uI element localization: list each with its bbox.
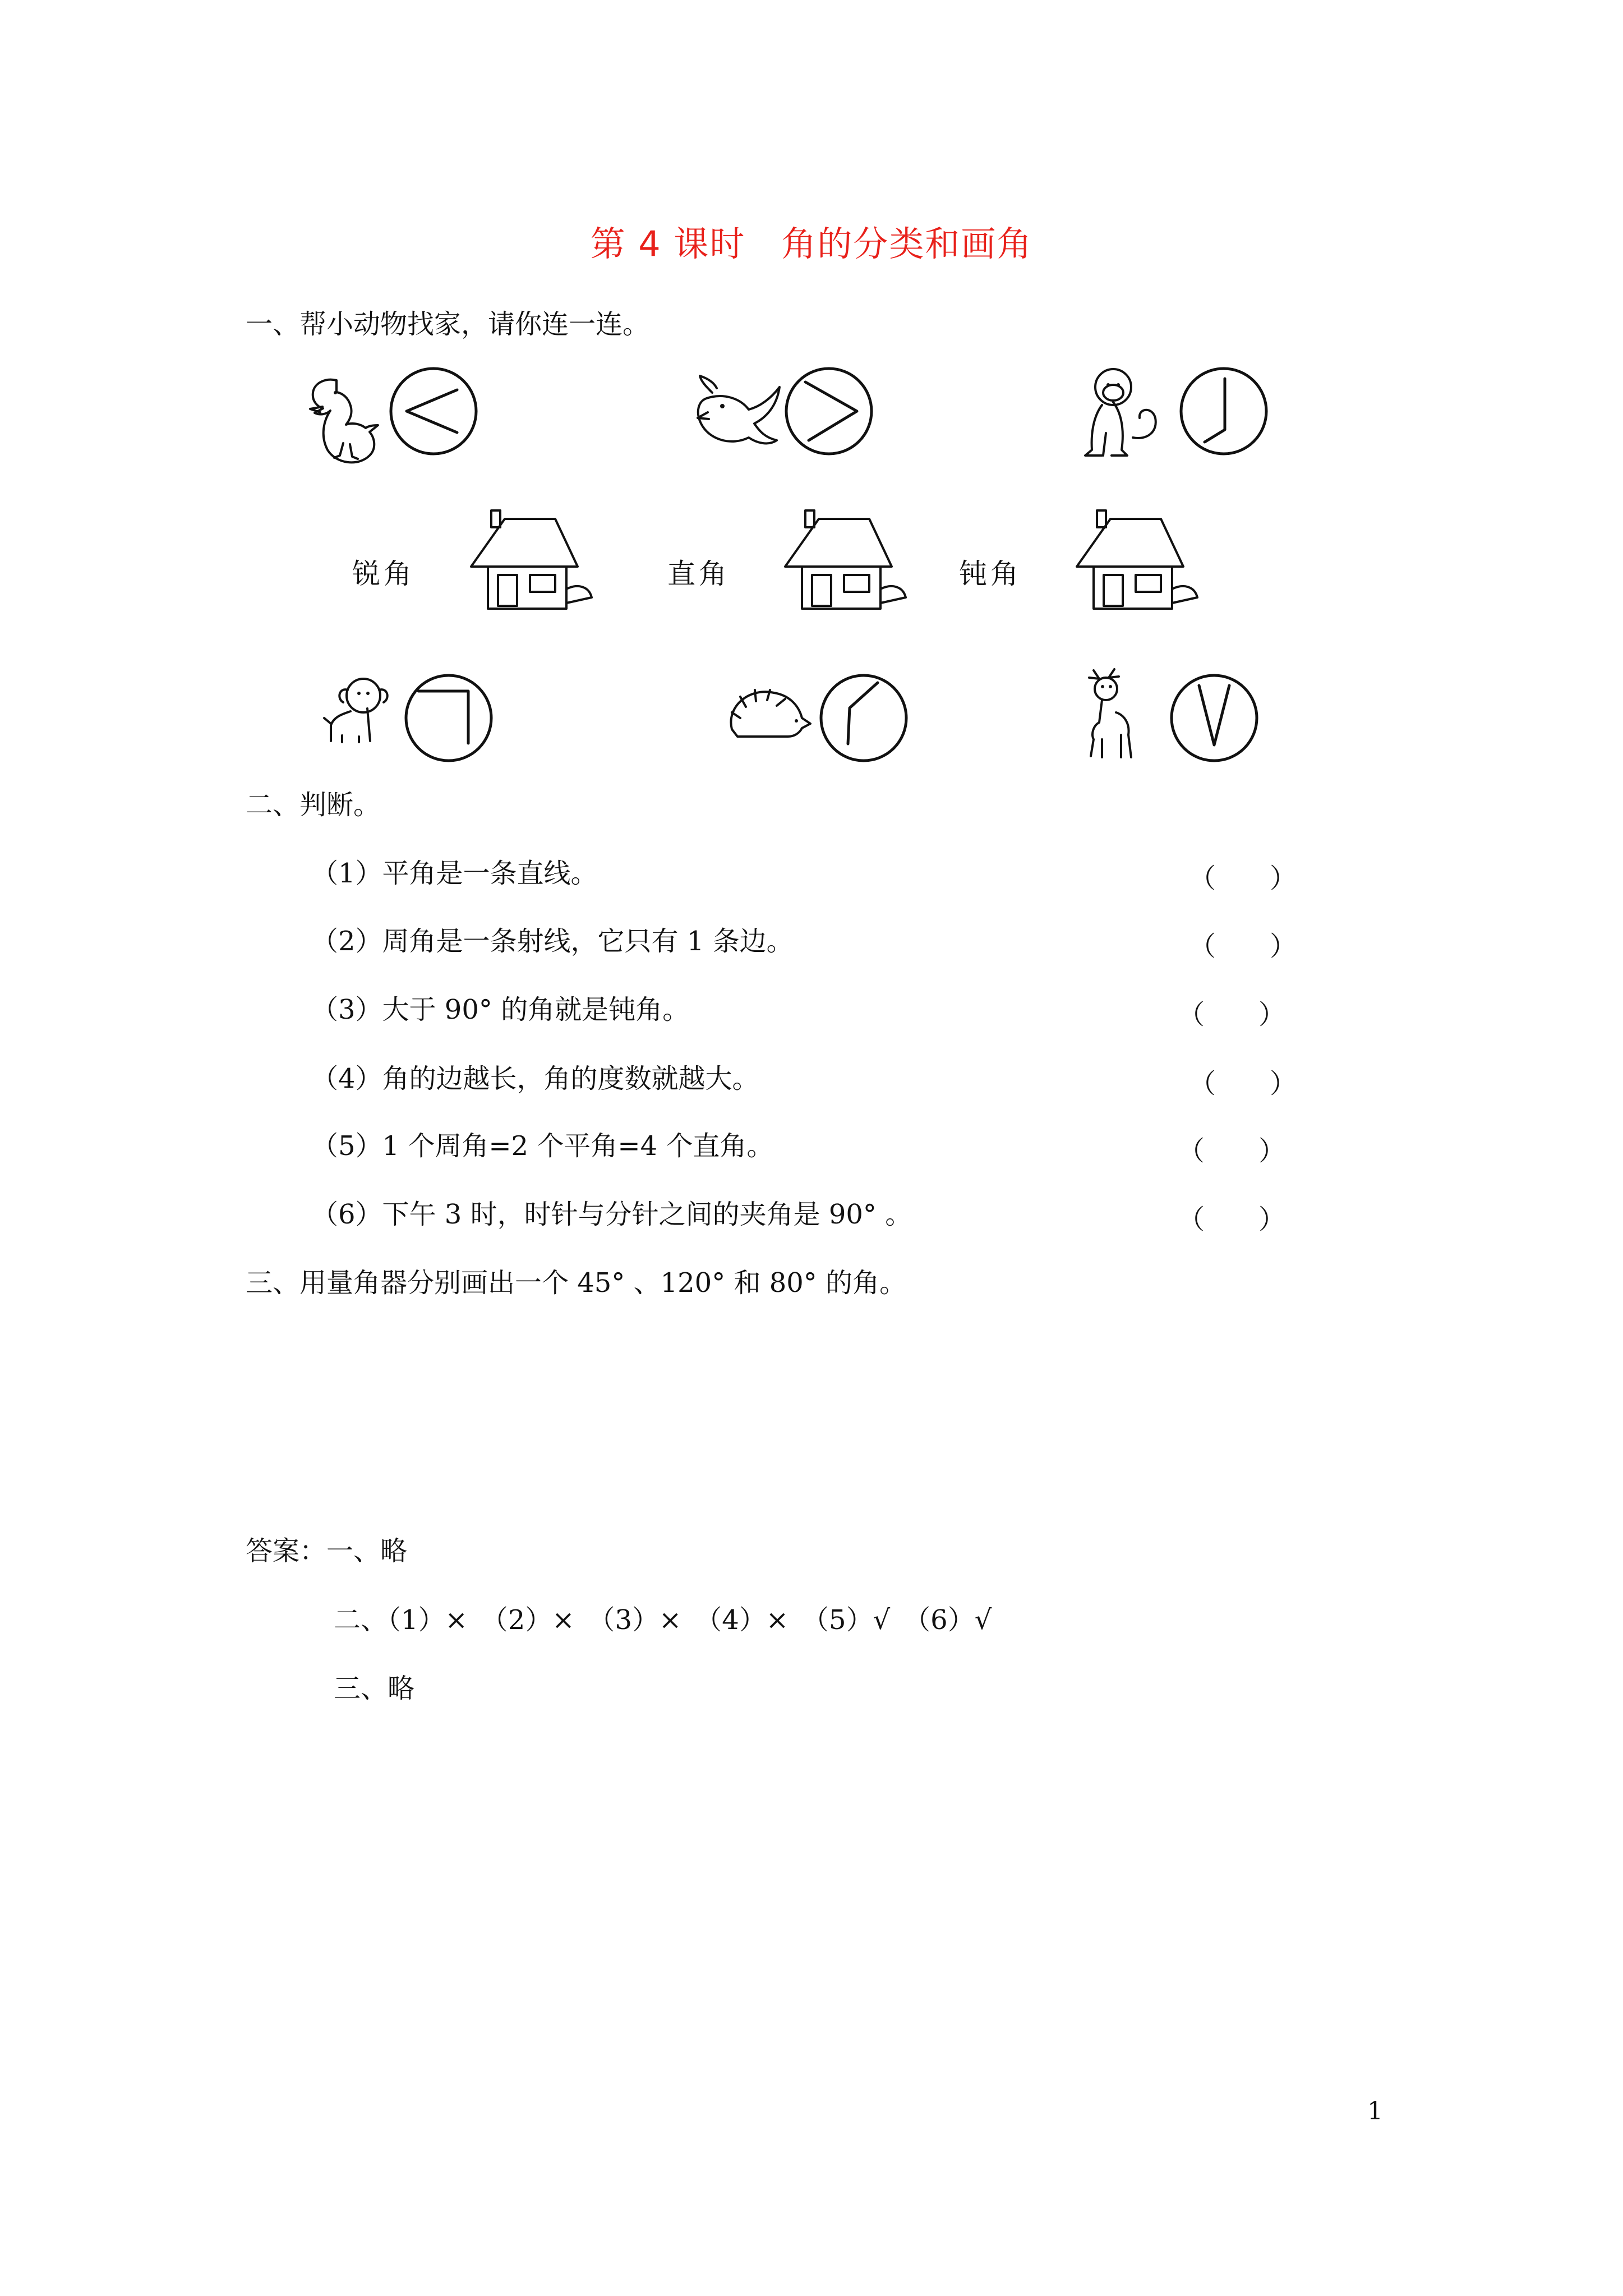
house-label-right: 直角 bbox=[667, 558, 730, 590]
bird-icon bbox=[698, 376, 780, 443]
answer-paren-4[interactable]: （ ） bbox=[1189, 1068, 1297, 1099]
answer-paren-5[interactable]: （ ） bbox=[1178, 1135, 1286, 1167]
section1-heading: 一、帮小动物找家，请你连一连。 bbox=[246, 309, 650, 340]
answer-paren-1[interactable]: （ ） bbox=[1189, 863, 1297, 894]
monkey-icon bbox=[1085, 369, 1156, 455]
page-title: 第 4 课时 角的分类和画角 bbox=[590, 223, 1033, 264]
house-label-obtuse: 钝角 bbox=[959, 558, 1022, 590]
judge-item-6: （6）下午 3 时，时针与分针之间的夹角是 90° 。 bbox=[311, 1199, 912, 1230]
answer-paren-6[interactable]: （ ） bbox=[1178, 1204, 1286, 1235]
duck-icon bbox=[310, 380, 378, 463]
house-label-acute: 锐角 bbox=[352, 558, 415, 590]
answers-line-3: 三、略 bbox=[334, 1673, 415, 1704]
judge-item-3: （3）大于 90° 的角就是钝角。 bbox=[311, 994, 690, 1025]
section3-heading: 三、用量角器分别画出一个 45° 、120° 和 80° 的角。 bbox=[246, 1267, 907, 1299]
judge-item-1: （1）平角是一条直线。 bbox=[311, 858, 598, 889]
answer-paren-3[interactable]: （ ） bbox=[1178, 999, 1286, 1030]
house-acute-icon bbox=[471, 510, 592, 609]
house-right-icon bbox=[785, 510, 906, 609]
hedgehog-icon bbox=[731, 690, 810, 737]
puppy-icon bbox=[324, 679, 388, 742]
matching-diagram bbox=[0, 337, 1623, 785]
deer-icon bbox=[1089, 669, 1131, 757]
judge-item-2: （2）周角是一条射线，它只有 1 条边。 bbox=[311, 926, 794, 957]
page-number: 1 bbox=[1367, 2097, 1383, 2125]
section2-heading: 二、判断。 bbox=[246, 789, 381, 821]
judge-item-5: （5）1 个周角=2 个平角=4 个直角。 bbox=[311, 1130, 774, 1162]
answers-line-1: 答案：一、略 bbox=[246, 1535, 408, 1567]
answers-line-2: 二、（1）× （2）× （3）× （4）× （5）√ （6）√ bbox=[334, 1604, 992, 1636]
answer-paren-2[interactable]: （ ） bbox=[1189, 931, 1297, 962]
judge-item-4: （4）角的边越长，角的度数就越大。 bbox=[311, 1063, 759, 1094]
house-obtuse-icon bbox=[1077, 510, 1197, 609]
